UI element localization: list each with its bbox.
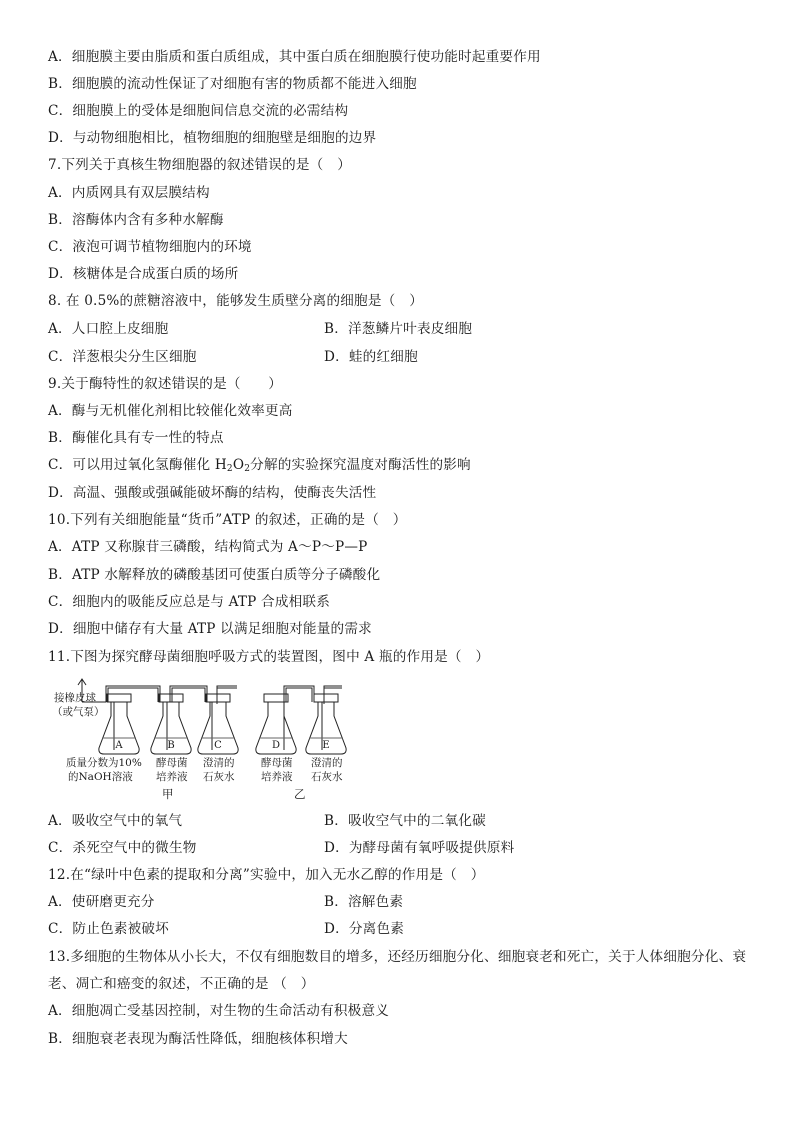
q10-stem: 10.下列有关细胞能量“货币”ATP 的叙述，正确的是（ ） <box>48 512 407 528</box>
q10-option-d: D．细胞中储存有大量 ATP 以满足细胞对能量的需求 <box>48 621 372 637</box>
q13-stem-line-1: 13.多细胞的生物体从小长大，不仅有细胞数目的增多，还经历细胞分化、细胞衰老和死亡，关于人体细胞分化、衰 <box>48 949 747 965</box>
q7-option-c: C．液泡可调节植物细胞内的环境 <box>48 239 252 255</box>
q11-option-a: A．吸收空气中的氧气 <box>48 813 183 829</box>
flask-d-label: D <box>271 740 281 751</box>
q12-option-b: B．溶解色素 <box>324 894 404 910</box>
q8-option-c: C．洋葱根尖分生区细胞 <box>48 349 197 365</box>
flask-e-label: E <box>322 740 330 751</box>
q7-option-d: D．核糖体是合成蛋白质的场所 <box>48 266 239 282</box>
q10-option-c: C．细胞内的吸能反应总是与 ATP 合成相联系 <box>48 594 331 610</box>
q11-stem: 11.下图为探究酵母菌细胞呼吸方式的装置图，图中 A 瓶的作用是（ ） <box>48 649 490 665</box>
pump-label-1: 接橡皮球 <box>54 692 96 704</box>
apparatus-drawing <box>52 676 352 806</box>
q12-stem: 12.在“绿叶中色素的提取和分离”实验中，加入无水乙醇的作用是（ ） <box>48 867 485 883</box>
q8-option-d: D．蛙的红细胞 <box>324 349 418 365</box>
q9-option-b: B．酶催化具有专一性的特点 <box>48 430 224 446</box>
flask-e-desc-1: 澄清的 <box>311 757 343 769</box>
q12-option-d: D．分离色素 <box>324 921 405 937</box>
q9-option-a: A．酶与无机催化剂相比较催化效率更高 <box>48 403 293 419</box>
q11-option-c: C．杀死空气中的微生物 <box>48 840 197 856</box>
flask-b-desc-1: 酵母菌 <box>156 757 188 769</box>
q7-option-a: A．内质网具有双层膜结构 <box>48 185 210 201</box>
flask-d-desc-1: 酵母菌 <box>261 757 293 769</box>
q9-option-c: C．可以用过氧化氢酶催化 $H_2O_2$分解的实验探究温度对酶活性的影响 <box>48 457 471 474</box>
group-label-jia: 甲 <box>162 787 174 801</box>
q13-stem-line-2: 老、凋亡和癌变的叙述，不正确的是 （ ） <box>48 976 315 992</box>
flask-b-label: B <box>167 740 175 751</box>
q6-option-c: C．细胞膜上的受体是细胞间信息交流的必需结构 <box>48 103 349 119</box>
flask-c-desc-2: 石灰水 <box>203 771 235 783</box>
q10-option-b: B．ATP 水解释放的磷酸基团可使蛋白质等分子磷酸化 <box>48 567 381 583</box>
q13-option-a: A．细胞凋亡受基因控制，对生物的生命活动有积极意义 <box>48 1003 390 1019</box>
q9-stem: 9.关于酶特性的叙述错误的是（ ） <box>48 376 283 392</box>
q6-option-d: D．与动物细胞相比，植物细胞的细胞壁是细胞的边界 <box>48 130 377 146</box>
q7-option-b: B．溶酶体内含有多种水解酶 <box>48 212 224 228</box>
flask-b-desc-2: 培养液 <box>156 771 188 783</box>
q10-option-a: A．ATP 又称腺苷三磷酸，结构简式为 A～P～P—P <box>48 539 368 555</box>
q6-option-b: B．细胞膜的流动性保证了对细胞有害的物质都不能进入细胞 <box>48 76 417 92</box>
q6-option-a: A．细胞膜主要由脂质和蛋白质组成，其中蛋白质在细胞膜行使功能时起重要作用 <box>48 49 541 65</box>
flask-c-label: C <box>214 740 222 751</box>
flask-c-desc-1: 澄清的 <box>203 757 235 769</box>
q13-option-b: B．细胞衰老表现为酶活性降低，细胞核体积增大 <box>48 1031 348 1047</box>
q8-option-a: A．人口腔上皮细胞 <box>48 321 169 337</box>
q12-option-c: C．防止色素被破坏 <box>48 921 169 937</box>
flask-a-desc-1: 质量分数为10% <box>66 757 142 769</box>
flask-e-desc-2: 石灰水 <box>311 771 343 783</box>
q11-option-d: D．为酵母菌有氧呼吸提供原料 <box>324 840 515 856</box>
q8-stem: 8. 在 0.5%的蔗糖溶液中，能够发生质壁分离的细胞是（ ） <box>48 293 424 309</box>
flask-d-desc-2: 培养液 <box>261 771 293 783</box>
q8-option-b: B．洋葱鳞片叶表皮细胞 <box>324 321 473 337</box>
q9-option-d: D．高温、强酸或强碱能破坏酶的结构，使酶丧失活性 <box>48 485 377 501</box>
pump-label-2: （或气泵） <box>52 706 105 718</box>
group-label-yi: 乙 <box>294 787 306 801</box>
flask-a-desc-2: 的NaOH溶液 <box>68 771 133 783</box>
q7-stem: 7.下列关于真核生物细胞器的叙述错误的是（ ） <box>48 157 352 173</box>
q11-option-b: B．吸收空气中的二氧化碳 <box>324 813 486 829</box>
respiration-apparatus-figure <box>52 676 352 806</box>
flask-a-label: A <box>115 740 123 751</box>
q12-option-a: A．使研磨更充分 <box>48 894 155 910</box>
